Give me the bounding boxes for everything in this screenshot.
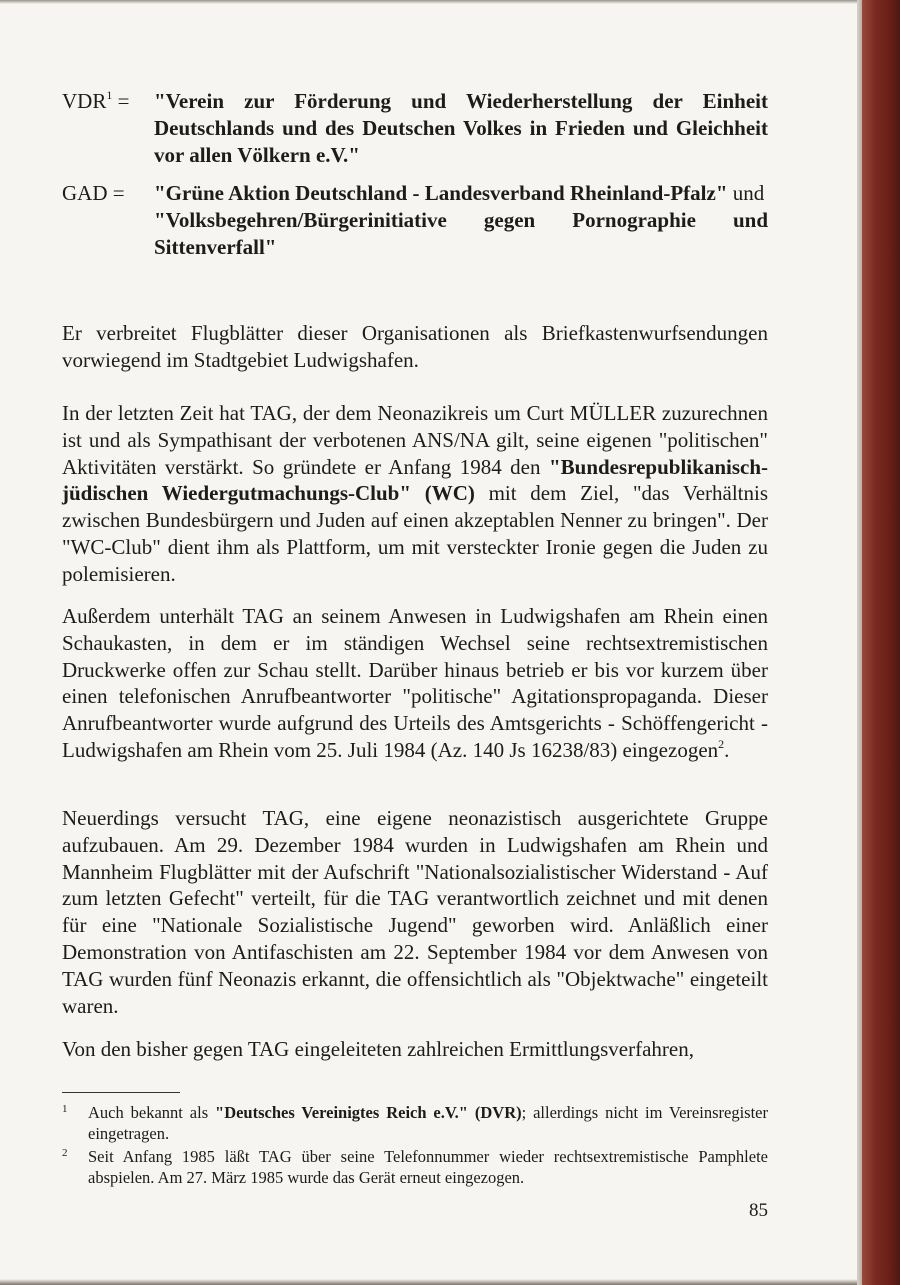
footnote-text: Auch bekannt als "Deutsches Vereinigtes Reich e.V." (DVR); allerdings nicht im Vereinsregister eingetragen. xyxy=(88,1103,768,1143)
bottom-edge-shadow xyxy=(0,1279,862,1285)
footnote-number: 2 xyxy=(62,1147,68,1159)
page-number: 85 xyxy=(749,1200,768,1221)
footnote-number: 1 xyxy=(62,1103,68,1115)
top-edge-shadow xyxy=(0,0,862,4)
paragraph-4: Neuerdings versucht TAG, eine eigene neonazistisch ausgerichtete Gruppe aufzubauen. Am 29. Dezember 1984 wurden in Ludwigshafen am Rhein und Mannheim Flugblätter mit der Aufschrift "Nationalsozialistischer Widerstand - Auf zum letzten Gefecht" verteilt, für die TAG verantwortlich zeichnet und mit denen für eine "Nationale Sozialistische Jugend" geworben wird. Anläßlich einer Demonstration von Antifaschisten am 22. September 1984 vor dem Anwesen von TAG wurden fünf Neonazis erkannt, die offensichtlich als "Objektwache" eingeteilt waren. xyxy=(62,806,768,1018)
paragraph-3: Außerdem unterhält TAG an seinem Anwesen in Ludwigshafen am Rhein einen Schaukasten, in dem er im ständigen Wechsel seine rechtsextremistischen Druckwerke offen zur Schau stellt. Darüber hinaus betrieb er bis vor kurzem über einen telefonischen Anrufbeantworter "politische" Agitationspropaganda. Dieser Anrufbeantworter wurde aufgrund des Urteils des Amtsgerichts - Schöffengericht - Ludwigshafen am Rhein vom 25. Juli 1984 (Az. 140 Js 16238/83) eingezogen$^2$. xyxy=(62,604,768,762)
footnote-text: Seit Anfang 1985 läßt TAG über seine Telefonnummer wieder rechtsextremistische Pamphlete abspielen. Am 27. März 1985 wurde das Gerät erneut eingezogen. xyxy=(88,1147,768,1187)
paragraph-2: In der letzten Zeit hat TAG, der dem Neonazikreis um Curt MÜLLER zuzurechnen ist und als Sympathisant der verbotenen ANS/NA gilt, seine eigenen "politischen" Aktivitäten verstärkt. So gründete er Anfang 1984 den "Bundesrepublikanisch-jüdischen Wiedergutmachungs-Club" (WC) mit dem Ziel, "das Verhältnis zwischen Bundesbürgern und Juden auf einen akzeptablen Nenner zu bringen". Der "WC-Club" dient ihm als Plattform, um mit versteckter Ironie gegen die Juden zu polemisieren. xyxy=(62,401,769,586)
club-name-bold: "Bundesrepublikanisch-jüdischen Wiedergutmachungs-Club" (WC) xyxy=(62,454,768,506)
abbreviation-term: $VDR^1$ = xyxy=(62,88,130,113)
abbreviation-definition: "Verein zur Förderung und Wiederherstellung der Einheit Deutschlands und des Deutschen Volkes in Frieden und Gleichheit vor allen Völkern e.V." xyxy=(154,89,768,167)
abbreviation-definition: "Grüne Aktion Deutschland - Landesverband Rheinland-Pfalz" und "Volksbegehren/Bürgerinitiative gegen Pornographie und Sittenverfall" xyxy=(154,181,768,259)
footnote-ref-2: 2 xyxy=(718,736,725,751)
footnote-ref-1: 1 xyxy=(106,88,113,102)
abbreviation-term: GAD = xyxy=(62,181,125,205)
paragraph-5: Von den bisher gegen TAG eingeleiteten zahlreichen Ermittlungsverfahren, xyxy=(62,1037,694,1061)
book-cover-spine xyxy=(862,0,900,1285)
paragraph-1: Er verbreitet Flugblätter dieser Organisationen als Briefkastenwurfsendungen vorwiegend im Stadtgebiet Ludwigshafen. xyxy=(62,321,768,372)
footnote-separator xyxy=(62,1092,180,1093)
